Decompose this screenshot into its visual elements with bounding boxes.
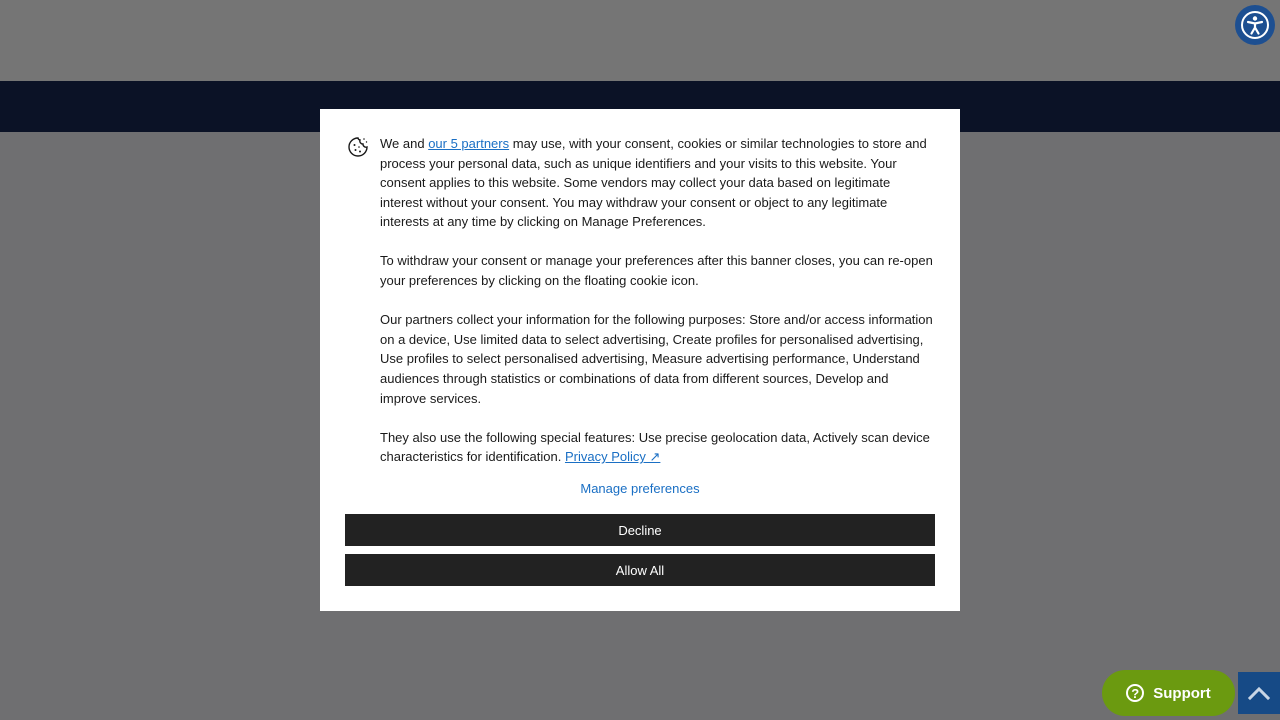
scroll-to-top-button[interactable] bbox=[1238, 672, 1280, 714]
manage-preferences-link[interactable]: Manage preferences bbox=[580, 481, 700, 496]
intro-post-text: may use, with your consent, cookies or similar technologies to store and process your personal data, such as unique identifiers and your visits to this website. Your consent applies to this website. Some vendors may collect your data based on legitimate interest without your consent. You may withdraw your consent or object to any legitimate interests at any time by clicking on Manage Preferences. bbox=[380, 136, 927, 230]
privacy-policy-link[interactable]: Privacy Policy ↗ bbox=[564, 449, 661, 465]
allow-all-button[interactable]: Allow All bbox=[345, 554, 935, 586]
features-text: They also use the following special features: Use precise geolocation data, Actively scan device characteristics for identification. bbox=[380, 429, 930, 465]
consent-intro-paragraph bbox=[380, 134, 936, 232]
page-header-background bbox=[0, 0, 1280, 81]
purposes-paragraph: Our partners collect your information for the following purposes: Store and/or access information on a device, Use limited data to select advertising, Create profiles for personalised advertising, Use profiles to select personalised advertising, Measure advertising performance, Understand audiences through statistics or combinations of data from different sources, Develop and improve services. bbox=[380, 312, 933, 406]
cookie-icon bbox=[347, 136, 369, 158]
accessibility-button[interactable] bbox=[1235, 5, 1275, 45]
intro-pre-text: We and bbox=[380, 136, 429, 151]
question-icon: ? bbox=[1126, 684, 1144, 702]
cookie-consent-dialog bbox=[320, 109, 960, 611]
support-label: Support bbox=[1153, 684, 1211, 702]
accessibility-icon bbox=[1240, 10, 1270, 40]
support-button[interactable] bbox=[1102, 670, 1235, 716]
consent-text bbox=[380, 134, 936, 467]
partners-link[interactable]: our 5 partners bbox=[428, 136, 510, 151]
decline-button[interactable]: Decline bbox=[345, 514, 935, 546]
features-paragraph bbox=[380, 428, 936, 467]
withdraw-paragraph: To withdraw your consent or manage your preferences after this banner closes, you can re-open your preferences by clicking on the floating cookie icon. bbox=[380, 253, 933, 289]
chevron-up-icon bbox=[1246, 680, 1272, 706]
